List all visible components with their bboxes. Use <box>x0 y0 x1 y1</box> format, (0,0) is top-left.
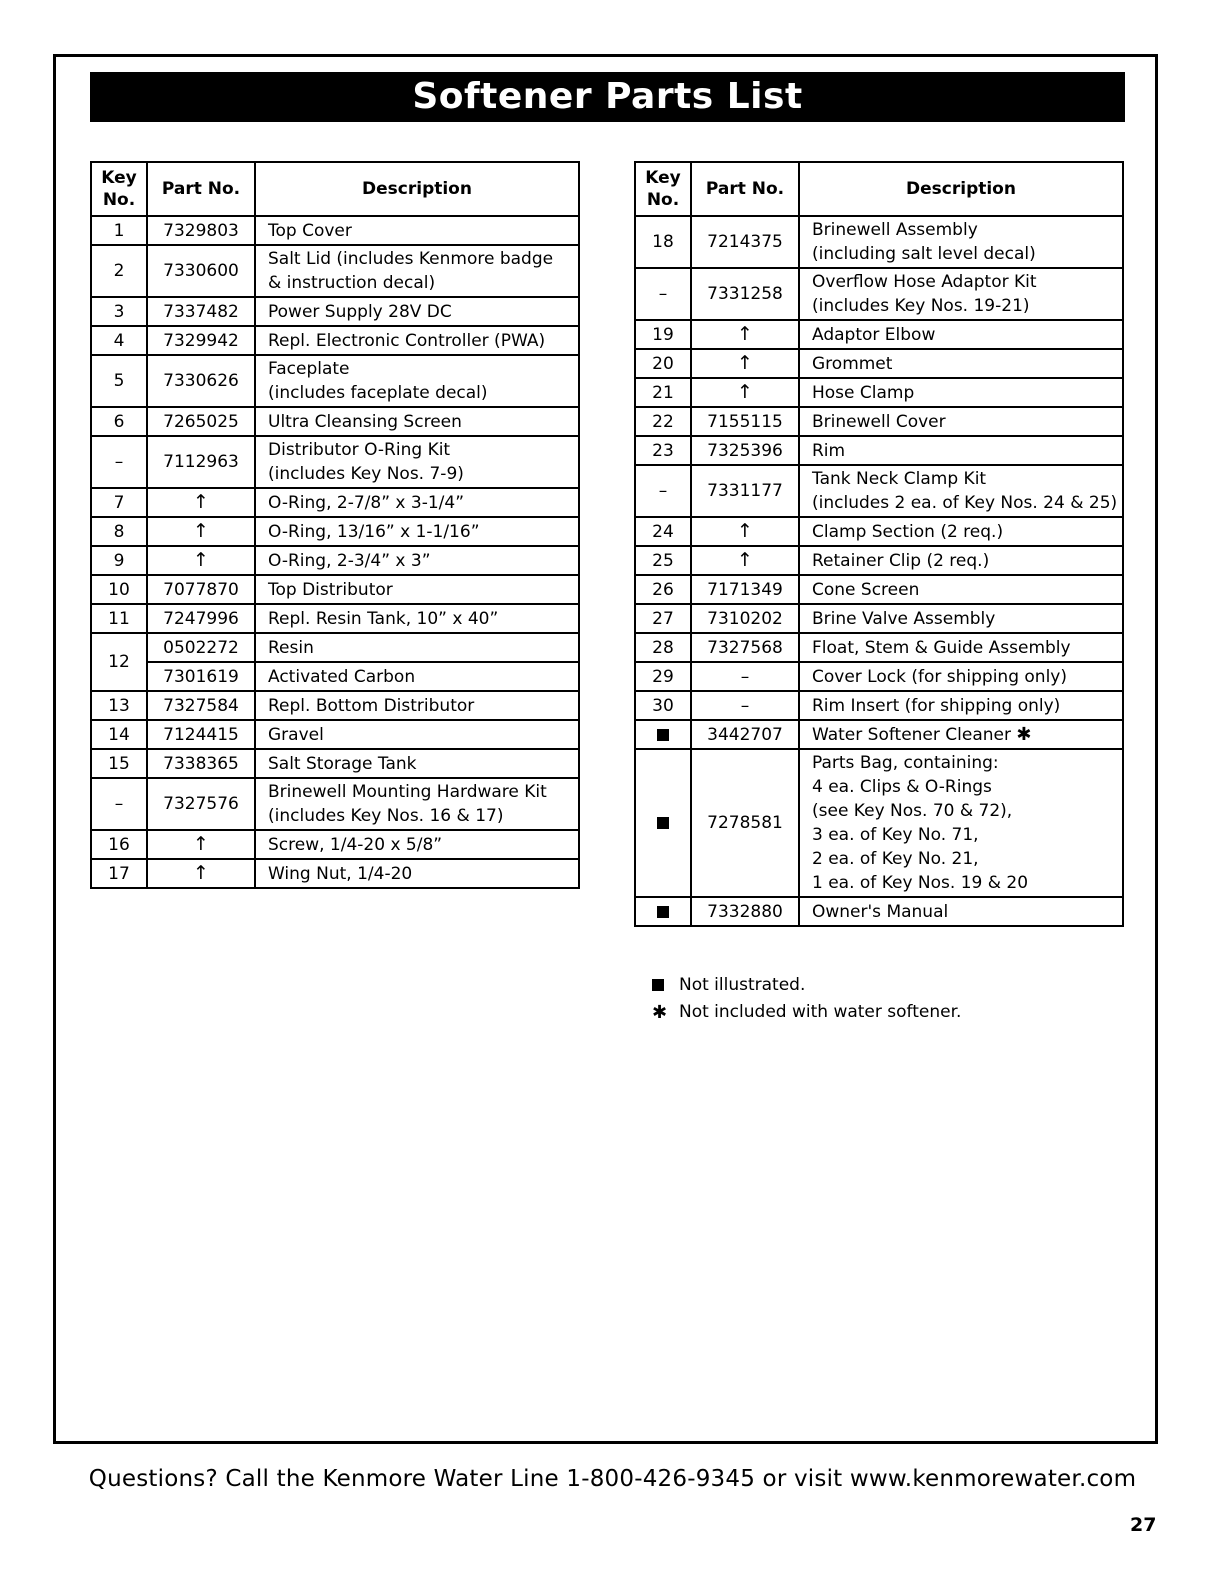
table-row <box>91 604 579 633</box>
page-title: Softener Parts List <box>90 72 1125 122</box>
key-no: 6 <box>91 407 147 436</box>
description: Faceplate (includes faceplate decal) <box>255 355 579 407</box>
description: Power Supply 28V DC <box>255 297 579 326</box>
description: Repl. Bottom Distributor <box>255 691 579 720</box>
part-no: 3442707 <box>691 720 799 749</box>
table-row <box>635 633 1123 662</box>
part-no-same-arrow <box>691 517 799 546</box>
part-no: 7327584 <box>147 691 255 720</box>
table-row <box>635 897 1123 926</box>
up-arrow-icon: ↑ <box>737 380 753 403</box>
square-icon <box>657 817 669 829</box>
part-no-same-arrow <box>147 830 255 859</box>
key-no: 23 <box>635 436 691 465</box>
table-row <box>635 720 1123 749</box>
square-icon <box>652 979 664 991</box>
up-arrow-icon: ↑ <box>737 519 753 542</box>
header-part-no: Part No. <box>691 162 799 216</box>
part-no: 7155115 <box>691 407 799 436</box>
table-row <box>635 407 1123 436</box>
description: Brine Valve Assembly <box>799 604 1123 633</box>
part-no: 7330626 <box>147 355 255 407</box>
description: O-Ring, 2-3/4” x 3” <box>255 546 579 575</box>
description: Screw, 1/4-20 x 5/8” <box>255 830 579 859</box>
part-no-same-arrow <box>691 349 799 378</box>
table-row <box>635 465 1123 517</box>
key-no: 26 <box>635 575 691 604</box>
key-no-not-illustrated <box>635 749 691 897</box>
part-no-same-arrow <box>147 859 255 888</box>
description: Owner's Manual <box>799 897 1123 926</box>
key-no: 20 <box>635 349 691 378</box>
description: Hose Clamp <box>799 378 1123 407</box>
description: Rim Insert (for shipping only) <box>799 691 1123 720</box>
table-row <box>91 575 579 604</box>
description: Float, Stem & Guide Assembly <box>799 633 1123 662</box>
table-row <box>91 407 579 436</box>
key-no: 30 <box>635 691 691 720</box>
key-no: 28 <box>635 633 691 662</box>
table-row <box>91 488 579 517</box>
description: Brinewell Cover <box>799 407 1123 436</box>
legend-not-included <box>652 999 961 1026</box>
key-no: 12 <box>91 633 147 691</box>
legend <box>652 972 961 1026</box>
description: Rim <box>799 436 1123 465</box>
part-no: 7278581 <box>691 749 799 897</box>
key-no: – <box>91 436 147 488</box>
legend-square-mark <box>652 972 679 999</box>
key-no: 16 <box>91 830 147 859</box>
table-row <box>91 436 579 488</box>
part-no: 7330600 <box>147 245 255 297</box>
part-no: – <box>691 691 799 720</box>
table-row <box>91 720 579 749</box>
key-no: 9 <box>91 546 147 575</box>
part-no: 7077870 <box>147 575 255 604</box>
up-arrow-icon: ↑ <box>737 322 753 345</box>
key-no: 14 <box>91 720 147 749</box>
table-row <box>91 859 579 888</box>
key-no: 21 <box>635 378 691 407</box>
part-no: 7214375 <box>691 216 799 268</box>
table-row <box>91 517 579 546</box>
description: Top Distributor <box>255 575 579 604</box>
key-no: – <box>635 465 691 517</box>
table-row <box>635 575 1123 604</box>
description: Clamp Section (2 req.) <box>799 517 1123 546</box>
part-no: 7171349 <box>691 575 799 604</box>
description-text: Water Softener Cleaner <box>812 724 1011 745</box>
part-no: 7338365 <box>147 749 255 778</box>
part-no-same-arrow <box>147 517 255 546</box>
legend-text: Not illustrated. <box>679 975 806 995</box>
parts-table-right <box>634 161 1124 927</box>
key-no: 5 <box>91 355 147 407</box>
table-row <box>91 778 579 830</box>
square-icon <box>657 906 669 918</box>
part-no: 7329803 <box>147 216 255 245</box>
legend-not-illustrated <box>652 972 961 999</box>
table-row <box>91 326 579 355</box>
header-key-no-text: Key No. <box>101 168 137 210</box>
key-no: 2 <box>91 245 147 297</box>
up-arrow-icon: ↑ <box>737 351 753 374</box>
part-no: 7327576 <box>147 778 255 830</box>
key-no: 18 <box>635 216 691 268</box>
description: Resin <box>255 633 579 662</box>
description: Retainer Clip (2 req.) <box>799 546 1123 575</box>
description: Activated Carbon <box>255 662 579 691</box>
key-no: 22 <box>635 407 691 436</box>
up-arrow-icon: ↑ <box>193 519 209 542</box>
table-row <box>635 216 1123 268</box>
table-row <box>635 691 1123 720</box>
header-description: Description <box>799 162 1123 216</box>
table-row <box>91 830 579 859</box>
key-no: 13 <box>91 691 147 720</box>
description: Cone Screen <box>799 575 1123 604</box>
legend-text: Not included with water softener. <box>679 1002 962 1022</box>
key-no: – <box>635 268 691 320</box>
part-no: 7301619 <box>147 662 255 691</box>
description: O-Ring, 2-7/8” x 3-1/4” <box>255 488 579 517</box>
header-key-no <box>635 162 691 216</box>
part-no: 7325396 <box>691 436 799 465</box>
description: Repl. Electronic Controller (PWA) <box>255 326 579 355</box>
key-no: 4 <box>91 326 147 355</box>
table-row <box>635 320 1123 349</box>
table-row <box>635 268 1123 320</box>
description: Wing Nut, 1/4-20 <box>255 859 579 888</box>
table-row <box>635 517 1123 546</box>
table-row <box>635 604 1123 633</box>
key-no: 24 <box>635 517 691 546</box>
key-no: 19 <box>635 320 691 349</box>
table-row <box>635 436 1123 465</box>
key-no: 15 <box>91 749 147 778</box>
up-arrow-icon: ↑ <box>737 548 753 571</box>
table-row <box>91 546 579 575</box>
description: Salt Storage Tank <box>255 749 579 778</box>
table-row <box>635 378 1123 407</box>
header-key-no <box>91 162 147 216</box>
part-no-same-arrow <box>691 320 799 349</box>
description: Tank Neck Clamp Kit (includes 2 ea. of Key Nos. 24 & 25) <box>799 465 1123 517</box>
table-header-row <box>91 162 579 216</box>
key-no: 7 <box>91 488 147 517</box>
description: Gravel <box>255 720 579 749</box>
table-row <box>635 749 1123 897</box>
parts-table-left <box>90 161 580 889</box>
key-no: – <box>91 778 147 830</box>
description: Cover Lock (for shipping only) <box>799 662 1123 691</box>
key-no: 27 <box>635 604 691 633</box>
description: Repl. Resin Tank, 10” x 40” <box>255 604 579 633</box>
table-row <box>91 662 579 691</box>
table-row <box>91 691 579 720</box>
part-no-same-arrow <box>691 378 799 407</box>
key-no: 3 <box>91 297 147 326</box>
key-no: 8 <box>91 517 147 546</box>
part-no: 7265025 <box>147 407 255 436</box>
part-no: 7331258 <box>691 268 799 320</box>
part-no: 7247996 <box>147 604 255 633</box>
table-row <box>91 216 579 245</box>
page-number: 27 <box>1130 1514 1157 1536</box>
table-row <box>91 749 579 778</box>
header-description: Description <box>255 162 579 216</box>
asterisk-icon: ✱ <box>652 1002 668 1023</box>
key-no: 25 <box>635 546 691 575</box>
part-no: 7124415 <box>147 720 255 749</box>
up-arrow-icon: ↑ <box>193 832 209 855</box>
description: Ultra Cleansing Screen <box>255 407 579 436</box>
part-no-same-arrow <box>691 546 799 575</box>
table-row <box>91 297 579 326</box>
table-row <box>91 633 579 662</box>
part-no: 7331177 <box>691 465 799 517</box>
up-arrow-icon: ↑ <box>193 490 209 513</box>
square-icon <box>657 729 669 741</box>
description: O-Ring, 13/16” x 1-1/16” <box>255 517 579 546</box>
key-no-not-illustrated <box>635 720 691 749</box>
header-part-no: Part No. <box>147 162 255 216</box>
part-no-same-arrow <box>147 488 255 517</box>
description: Parts Bag, containing: 4 ea. Clips & O-Rings (see Key Nos. 70 & 72), 3 ea. of Key No. 71, 2 ea. of Key No. 21, 1 ea. of Key Nos. 19 & 20 <box>799 749 1123 897</box>
part-no: 7332880 <box>691 897 799 926</box>
part-no-same-arrow <box>147 546 255 575</box>
description <box>799 720 1123 749</box>
asterisk-icon: ✱ <box>1016 723 1032 745</box>
key-no-not-illustrated <box>635 897 691 926</box>
footer-contact: Questions? Call the Kenmore Water Line 1-800-426-9345 or visit www.kenmorewater.com <box>88 1466 1137 1492</box>
up-arrow-icon: ↑ <box>193 861 209 884</box>
part-no: 0502272 <box>147 633 255 662</box>
part-no: 7329942 <box>147 326 255 355</box>
table-row <box>635 546 1123 575</box>
description: Distributor O-Ring Kit (includes Key Nos. 7-9) <box>255 436 579 488</box>
table-row <box>91 355 579 407</box>
key-no: 17 <box>91 859 147 888</box>
part-no: 7112963 <box>147 436 255 488</box>
header-key-no-text: Key No. <box>645 168 681 210</box>
table-header-row <box>635 162 1123 216</box>
table-row <box>635 349 1123 378</box>
up-arrow-icon: ↑ <box>193 548 209 571</box>
description: Brinewell Mounting Hardware Kit (includes Key Nos. 16 & 17) <box>255 778 579 830</box>
description: Brinewell Assembly (including salt level decal) <box>799 216 1123 268</box>
description: Salt Lid (includes Kenmore badge & instruction decal) <box>255 245 579 297</box>
table-row <box>91 245 579 297</box>
part-no: 7310202 <box>691 604 799 633</box>
part-no: 7337482 <box>147 297 255 326</box>
key-no: 1 <box>91 216 147 245</box>
description: Top Cover <box>255 216 579 245</box>
part-no: – <box>691 662 799 691</box>
part-no: 7327568 <box>691 633 799 662</box>
key-no: 11 <box>91 604 147 633</box>
table-row <box>635 662 1123 691</box>
description: Adaptor Elbow <box>799 320 1123 349</box>
key-no: 10 <box>91 575 147 604</box>
description: Grommet <box>799 349 1123 378</box>
key-no: 29 <box>635 662 691 691</box>
description: Overflow Hose Adaptor Kit (includes Key Nos. 19-21) <box>799 268 1123 320</box>
